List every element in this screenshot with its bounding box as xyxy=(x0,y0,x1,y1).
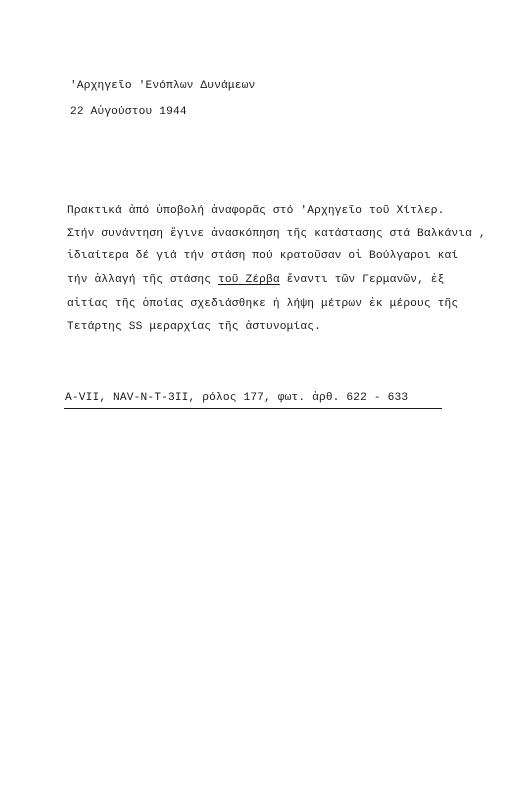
body-line: ἰδιαίτερα δέ γιά τήν στάση πού κρατοῦσαν οἱ Βούλγαροι καί xyxy=(67,250,459,262)
document-date: 22 Αὐγούστου 1944 xyxy=(70,106,187,118)
archive-reference: A-VII, NAV-N-T-3II, ρόλος 177, φωτ. ἀρθ. 622 - 633 xyxy=(65,392,409,404)
body-line-end: ἔναντι τῶν Γερμανῶν, ἐξ xyxy=(286,274,445,286)
body-line xyxy=(67,274,445,286)
body-line: αἰτίας τῆς ὁποίας σχεδιάσθηκε ἡ λήψη μέτρων ἐκ μέρους τῆς xyxy=(67,298,459,310)
body-line-start: τήν ἀλλαγή τῆς στάσης xyxy=(67,274,218,286)
reference-underline xyxy=(64,408,442,409)
archive-title: 'Αρχηγεῖο 'Ενόπλων Δυνάμεων xyxy=(70,80,256,92)
underlined-name: τοῦ Ζέρβα xyxy=(218,274,280,286)
body-line: Πρακτικά ἀπό ὑποβολή ἀναφορᾶς στό 'Αρχηγεῖο τοῦ Χίτλερ. xyxy=(67,205,445,217)
body-line: Τετάρτης SS μεραρχίας τῆς ἀστυνομίας. xyxy=(67,321,321,333)
body-line: Στήν συνάντηση ἔγινε ἀνασκόπηση τῆς κατάστασης στά Βαλκάνια , xyxy=(67,228,486,240)
